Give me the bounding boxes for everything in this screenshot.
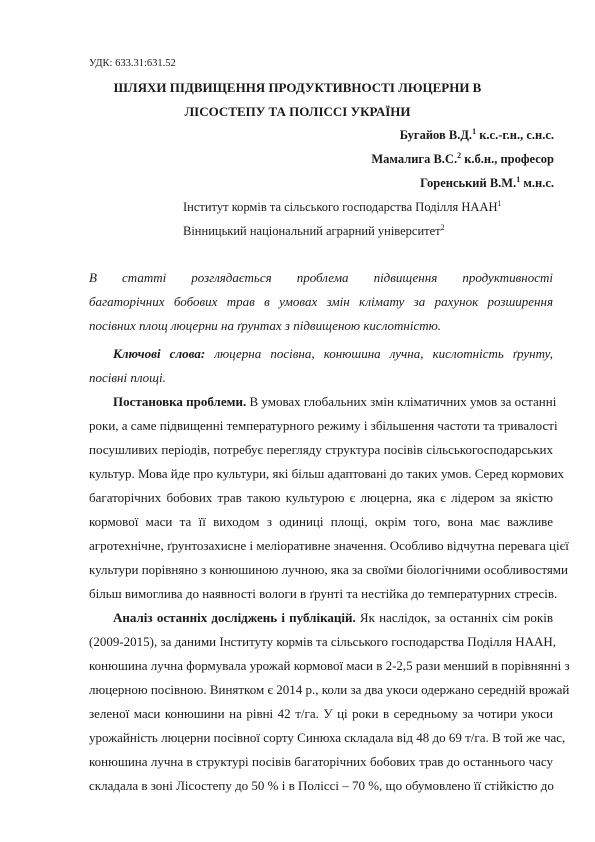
institution-mark: 2 [440,223,445,232]
problem-line: роки, а саме підвищенні температурного режиму і збільшення частоти та тривалості [89,418,558,433]
problem-line: культур. Мова йде про культури, які більш адаптовані до таких умов. Серед кормових [89,466,565,481]
abstract-line-1: В статті розглядається проблема підвищення продуктивності [89,270,553,285]
problem-label: Постановка проблеми. [113,394,247,409]
institution-2 [183,223,445,239]
analysis-line: люцерною посівною. Винятком є 2014 р., коли за два укоси одержано середній врожай [89,682,570,697]
abstract-line-2: багаторічних бобових трав в умовах змін клімату за рахунок розширення [89,294,553,309]
keywords-line-1 [113,346,553,362]
author-affiliation-mark: 2 [457,151,462,160]
author-affiliation-mark: 1 [472,127,477,136]
author-affiliation-mark: 1 [516,175,521,184]
author-degree: к.с.-г.н., с.н.с. [479,128,554,142]
problem-first-text: В умовах глобальних змін кліматичних умов за останні [249,394,557,409]
keywords-label: Ключові слова: [113,346,206,361]
analysis-line: урожайність люцерни посівної сорту Синюха складала від 48 до 69 т/га. В той же час, [89,730,566,745]
analysis-line: (2009-2015), за даними Інституту кормів та сільського господарства Поділля НААН, [89,634,557,649]
problem-line: культури порівняно з конюшиною лучною, яка за своїми біологічними особливостями [89,562,568,577]
analysis-line: складала в зоні Лісостепу до 50 % і в Поліссі – 70 %, що обумовлено її стійкістю до [89,778,554,793]
analysis-line: конюшина лучна формувала урожай кормової маси в 2-2,5 рази менший в порівнянні з [89,658,570,673]
author-1 [400,127,554,143]
analysis-label: Аналіз останніх досліджень і публікацій. [113,610,356,625]
udc-code: УДК: 633.31:631.52 [89,58,176,69]
abstract-line-3: посівних площ люцерни на ґрунтах з підвищеною кислотністю. [89,318,442,333]
title-line-1: ШЛЯХИ ПІДВИЩЕННЯ ПРОДУКТИВНОСТІ ЛЮЦЕРНИ В [113,80,482,95]
keywords-line-2: посівні площі. [89,370,166,385]
title-line-2: ЛІСОСТЕПУ ТА ПОЛІССІ УКРАЇНИ [184,104,411,119]
author-name: Бугайов В.Д. [399,128,473,142]
analysis-line: конюшина лучна в структурі посівів багаторічних бобових трав до останнього часу [89,754,553,769]
problem-line: більш вимоглива до наявності вологи в ґрунті та нестійка до температурних стресів. [89,586,558,601]
institution-name: Інститут кормів та сільського господарства Поділля НААН [183,200,498,214]
author-degree: к.б.н., професор [464,152,554,166]
author-2 [371,151,554,167]
analysis-first-text: Як наслідок, за останніх сім років [359,610,553,625]
institution-name: Вінницький національний аграрний університет [183,224,441,238]
analysis-first-line [113,610,553,626]
institution-mark: 1 [497,199,502,208]
author-name: Горенський В.М. [420,176,517,190]
analysis-line: зеленої маси конюшини на рівні 42 т/га. У ці роки в середньому за чотири укоси [89,706,553,721]
problem-first-line [113,394,557,410]
problem-line: кормової маси та її виходом з одиниці площі, окрім того, вона має важливе [89,514,553,529]
institution-1 [183,199,502,215]
problem-line: агротехнічне, ґрунтозахисне і меліоративне значення. Особливо відчутна перевага цієї [89,538,569,553]
problem-line: багаторічних бобових трав такою культурою є люцерна, яка є лідером за якістю [89,490,553,505]
author-name: Мамалига В.С. [371,152,458,166]
problem-line: посушливих періодів, потребує перегляду структура посівів сільськогосподарських [89,442,553,457]
author-degree: м.н.с. [523,176,554,190]
author-3 [420,175,554,191]
keywords-text: люцерна посівна, конюшина лучна, кислотність ґрунту, [214,346,554,361]
